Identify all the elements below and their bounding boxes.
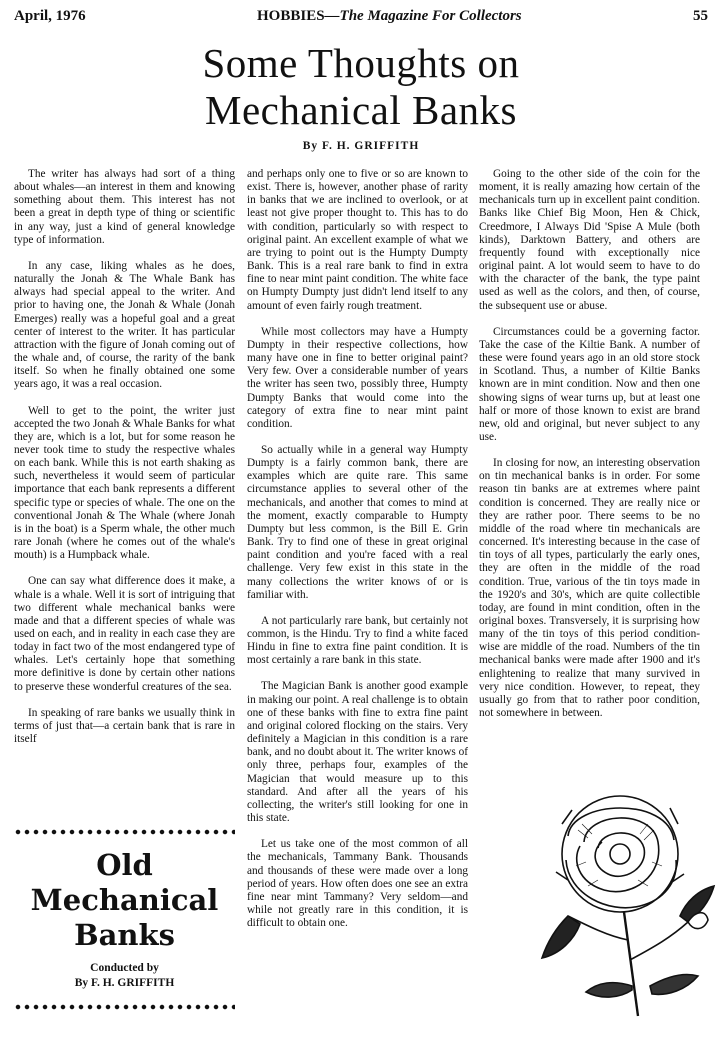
paragraph: In any case, liking whales as he does, naturally the Jonah & The Whale Bank has always had special appeal to the writer. And prior to having one, the Jonah & Whale (Jonah Emerges) really was a hopeful goal and a great center of interest to the writer. It has particular attraction with the figure of Jonah coming out of the whale and, of course, the rarity of the bank itself. So when he finally obtained one some years ago, it was a real occasion. [14,259,235,391]
page-number: 55 [693,8,708,24]
byline: By F. H. GRIFFITH [302,140,420,152]
paragraph: and perhaps only one to five or so are known to exist. There is, however, another phase of rarity in banks that we are inclined to overlook, or at least not give proper thought to. This has to do with condition, particularly so with respect to original paint. An excellent example of what we are trying to point out is the Humpty Dumpty Bank. This is a real rare bank to find in extra fine to near mint paint condition. The white face on Humpty Dumpty just didn't lend itself to any amount of even fairly rough treatment. [247,168,468,312]
paragraph: Going to the other side of the coin for the moment, it is really amazing how certain of the mechanicals turn up in excellent paint condition. Banks like Chief Big Moon, Hen & Chick, Creedmore, I Always Did 'Spise A Mule (both kinds), Darktown Battery, and others are frequently found with exceptionally nice original paint. A lot would seem to have to do with the character of the bank, the type paint used as well as the colors, and then, of course, the subsequent use or abuse. [479,168,700,312]
issue-date: April, 1976 [14,8,86,24]
article-title-line2: Mechanical Banks [205,87,517,133]
column-2 [247,168,468,943]
ornamental-rule [14,828,235,836]
paragraph: Let us take one of the most common of all the mechanicals, Tammany Bank. Thousands and thousands of these were made over a long period of years. How often does one see an extra fine near mint Tammany? Very seldom—and while not greatly rare in this condition, it is difficult to obtain one. [247,838,468,930]
paragraph: So actually while in a general way Humpty Dumpty is a fairly common bank, there are examples which are quite rare. This same circumstance applies to several other of the mechanicals, and another that comes to mind at the moment, exactly comparable to Humpty Dumpty but less common, is the Bill E. Grin Bank. Try to find one of these in great original paint condition and you're faced with a real challenge. Very few exist in this state in the many collections the writer knows of or is familiar with. [247,443,468,601]
column-3 [479,168,700,733]
department-title: Old Mechanical Banks [30,848,219,952]
paragraph: A not particularly rare bank, but certainly not common, is the Hindu. Try to find a white faced Hindu in fine to extra fine paint condition. It is most certainly a rare bank in this state. [247,614,468,667]
paragraph: In speaking of rare banks we usually think in terms of just that—a certain bank that is rare in itself [14,706,235,746]
ornamental-rule [14,1003,235,1011]
paragraph: One can say what difference does it make, a whale is a whale. Well it is sort of intriguing that two different whale mechanical banks were made and that a different species of whale was used on each, and in reality in each case they are today in fact two of the most endangered type of whales. Let's certainly hope that something more definitive is done by certain other nations to preserve these wonderful creatures of the sea. [14,575,235,693]
department-credit: Conducted by By F. H. GRIFFITH [74,962,175,989]
paragraph: In closing for now, an interesting observation on tin mechanical banks is in order. For some reason tin banks are at extremes where paint condition is concerned. They are really nice or they are rather poor. There seems to be no middle of the road where tin mechanicals are concerned. It's interesting because in the case of tin toys of all types, particularly the early ones, they are often in the middle of the road condition. True, various of the tin toys made in the 1920's and 30's, which are quite collectible today, are found in mint condition, often in the original boxes. Transversely, it is surprising how many of the tin toys of this period condition-wise are middle of the road. Numbers of the tin mechanical banks were made after 1900 and it's enlightening to realize that many survived in very nice condition. However, to repeat, they usually go from that to rather poor condition, not somewhere in between. [479,457,700,720]
paragraph: While most collectors may have a Humpty Dumpty in their respective collections, how many have one in fine to better original paint? Very few. Over a considerable number of years the writer has seen two, possibly three, Humpty Dumpty Banks that would come into the category of extra fine to near mint paint condition. [247,325,468,430]
department-heading [14,828,235,1018]
paragraph: The Magician Bank is another good example in making our point. A real challenge is to obtain one of these banks with fine to extra fine paint and original colored flocking on the stairs. Very definitely a Magician in this condition is a rare bank, and no doubt about it. The writer knows of only three, perhaps four, examples of the Magician that would measure up to this standard. And after all the years of his collecting, the writer's still looking for one in this state. [247,680,468,825]
paragraph: The writer has always had sort of a thing about whales—an interest in them and knowing something about them. This interest has not been a great in depth type of thing or scientific in any way, just a kind of general knowledge type of information. [14,168,235,246]
paragraph: Circumstances could be a governing factor. Take the case of the Kiltie Bank. A number of these were found years ago in an old store stock in Scotland. Thus, a number of Kiltie Banks known are in mint condition. Now and then one showing signs of wear turns up, but at least one half or more of those known to exist are brand new, old and original, but never subject to any use. [479,325,700,443]
magazine-name: HOBBIES—The Magazine For Collectors [257,8,522,24]
running-head [14,8,708,25]
rose-illustration [528,790,718,1022]
article-title-line1: Some Thoughts on [202,40,520,86]
article-title [0,40,722,134]
column-1 [14,168,235,759]
paragraph: Well to get to the point, the writer just accepted the two Jonah & Whale Banks for what they are, which is a lot, but for some reason he never took time to study the respective whales on each bank. While this is not earth shaking as such, nevertheless it would seem of particular importance that each bank represents a different specific type or species of whale. The one on the conventional Jonah & The Whale (where Jonah is in the boat) is a Sperm whale, the other much rare Jonah (where he comes out of the whale's mouth) is a Humpback whale. [14,404,235,562]
